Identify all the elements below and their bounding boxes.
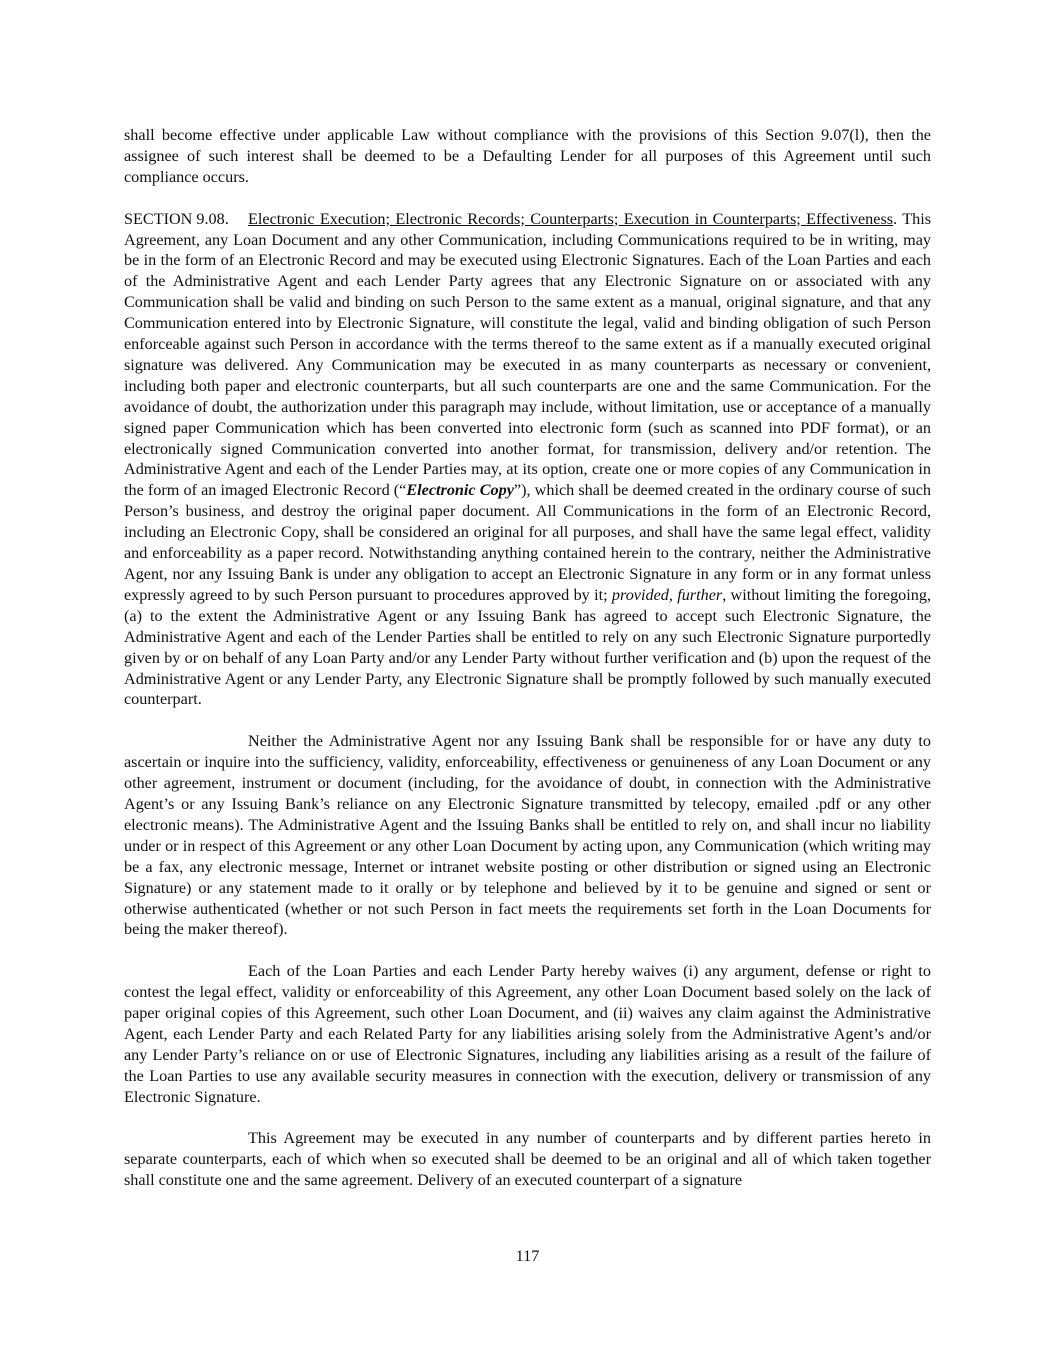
section-text-b: ”), which shall be deemed created in the ordinary course of such Person’s business, and destroy the original paper document. All Communications in the form of an Electronic Record, including an Electronic Copy, shall be considered an original for all purposes, and shall have the same legal effect, validity and enforceability as a paper record. Notwithstanding anything contained herein to the contrary, neither the Administrative Agent, nor any Issuing Bank is under any obligation to accept an Electronic Signature in any form or in any format unless expressly agreed to by such Person pursuant to procedures approved by it; xyxy=(124,481,932,604)
section-number: SECTION 9.08. xyxy=(124,209,229,228)
paragraph-counterparts-text: This Agreement may be executed in any number of counterparts and by different parties hereto in separate counterparts, each of which when so executed shall be deemed to be an original and all of which taken together shall constitute one and the same agreement. Delivery of an executed counterpart of a signature xyxy=(124,1129,931,1190)
paragraph-waiver-text: Each of the Loan Parties and each Lender Party hereby waives (i) any argument, defense or right to contest the legal effect, validity or enforceability of this Agreement, any other Loan Document based solely on the lack of paper original copies of this Agreement, such other Loan Document, and (ii) waives any claim against the Administrative Agent, each Lender Party and each Related Party for any liabilities arising solely from the Administrative Agent’s and/or any Lender Party’s reliance on or use of Electronic Signatures, including any liabilities arising as a result of the failure of the Loan Parties to use any available security measures in connection with the execution, delivery or transmission of any Electronic Signature. xyxy=(124,962,931,1106)
paragraph-waiver xyxy=(124,961,931,1107)
paragraph-responsibility-text: Neither the Administrative Agent nor any Issuing Bank shall be responsible for or have any duty to ascertain or inquire into the sufficiency, validity, enforceability, effectiveness or genuineness of any Loan Document or any other agreement, instrument or document (including, for the avoidance of doubt, in connection with the Administrative Agent’s or any Issuing Bank’s reliance on any Electronic Signature transmitted by telecopy, emailed .pdf or any other electronic means). The Administrative Agent and the Issuing Banks shall be entitled to rely on, and shall incur no liability under or in respect of this Agreement or any other Loan Document by acting upon, any Communication (which writing may be a fax, any electronic message, Internet or intranet website posting or other distribution or signed using an Electronic Signature) or any statement made to it orally or by telephone and believed by it to be genuine and signed or sent or otherwise authenticated (whether or not such Person in fact meets the requirements set forth in the Loan Documents for being the maker thereof). xyxy=(124,732,931,939)
paragraph-responsibility xyxy=(124,731,931,940)
document-body xyxy=(124,125,931,1212)
section-text-c: , without limiting the foregoing, (a) to the extent the Administrative Agent or any Issuing Bank has agreed to accept such Electronic Signature, the Administrative Agent and each of the Lender Parties shall be entitled to rely on any such Electronic Signature purportedly given by or on behalf of any Loan Party and/or any Lender Party without further verification and (b) upon the request of the Administrative Agent or any Lender Party, any Electronic Signature shall be promptly followed by such manually executed counterpart. xyxy=(124,585,932,709)
section-9-08-paragraph xyxy=(124,209,931,711)
page-number: 117 xyxy=(515,1247,540,1265)
section-heading: Electronic Execution; Electronic Records; Counterparts; Execution in Counterparts; Effectiveness xyxy=(248,209,894,228)
paragraph-counterparts xyxy=(124,1128,931,1191)
defined-term-electronic-copy: Electronic Copy xyxy=(406,481,514,500)
section-text-a: . This Agreement, any Loan Document and any other Communication, including Communications required to be in writing, may be in the form of an Electronic Record and may be executed using Electronic Signatures. Each of the Loan Parties and each of the Administrative Agent and each Lender Party agrees that any Electronic Signature on or associated with any Communication shall be valid and binding on such Person to the same extent as a manual, original signature, and that any Communication entered into by Electronic Signature, will constitute the legal, valid and binding obligation of such Person enforceable against such Person in accordance with the terms thereof to the same extent as if a manually executed original signature was delivered. Any Communication may be executed in as many counterparts as necessary or convenient, including both paper and electronic counterparts, but all such counterparts are one and the same Communication. For the avoidance of doubt, the authorization under this paragraph may include, without limitation, use or acceptance of a manually signed paper Communication which has been converted into electronic form (such as scanned into PDF format), or an electronically signed Communication converted into another format, for transmission, delivery and/or retention. The Administrative Agent and each of the Lender Parties may, at its option, create one or more copies of any Communication in the form of an imaged Electronic Record (“ xyxy=(124,209,931,500)
paragraph-continuation: shall become effective under applicable Law without compliance with the provisions of this Section 9.07(l), then the assignee of such interest shall be deemed to be a Defaulting Lender for all purposes of this Agreement until such compliance occurs. xyxy=(124,126,931,186)
italic-provided-further: provided, further xyxy=(611,585,723,604)
